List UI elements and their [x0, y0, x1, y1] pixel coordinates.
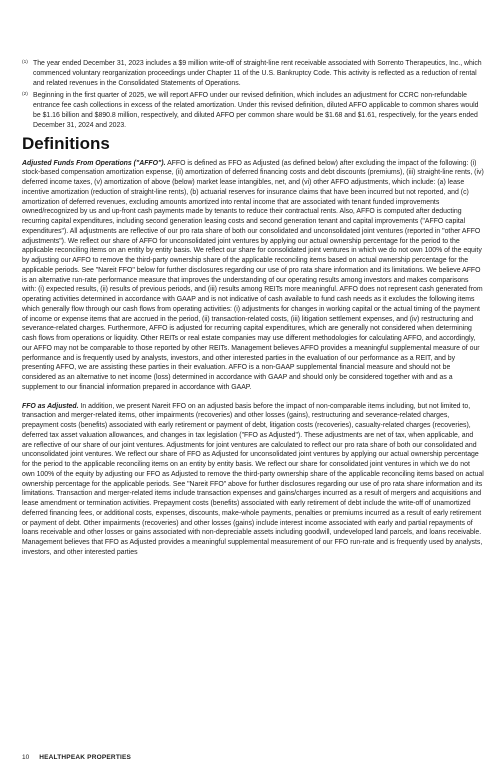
page-footer	[22, 754, 131, 761]
paragraph-text: AFFO is defined as FFO as Adjusted (as defined below) after excluding the impact of the following: (i) stock-based compensation amortization expense, (ii) amortization of deferred financing costs and debt discounts (premiums), (iii) straight-line rents, (iv) deferred income taxes, (v) amortization of above (below) market lease intangibles, net, and (vi) other AFFO adjustments, which include: (a) lease incentive amortization (reduction of straight-line rents), (b) actuarial reserves for insurance claims that have been incurred but not reported, and (c) amortization of deferred revenues, excluding amounts amortized into rental income that are associated with tenant funded improvements owned/recognized by us and up-front cash payments made by tenants to reduce their contractual rents. Also, AFFO is computed after deducting recurring capital expenditures, including second generation leasing costs and second generation tenant and capital improvements ("AFFO capital expenditures"). All adjustments are reflective of our pro rata share of both our consolidated and unconsolidated joint ventures (reported in "other AFFO adjustments"). We reflect our share of AFFO for unconsolidated joint ventures by applying our actual ownership percentage for the period to the applicable reconciling items on an entity by entity basis. We reflect our share for consolidated joint ventures in which we do not own 100% of the equity by adjusting our AFFO to remove the third-party ownership share of the applicable reconciling items based on actual ownership percentage for the applicable periods. See "Nareit FFO" below for further disclosures regarding our use of pro rata share information and its limitations. We believe AFFO is an alternative run-rate performance measure that improves the understanding of our operating results among investors and makes comparisons with: (i) expected results, (ii) results of previous periods, and (iii) results among REITs more meaningful. AFFO does not represent cash generated from operating activities determined in accordance with GAAP and is not indicative of cash available to fund cash needs as it excludes the following items which generally flow through our cash flows from operating activities: (i) adjustments for changes in working capital or the actual timing of the payment of income or expense items that are accrued in the period, (ii) transaction-related costs, (iii) litigation settlement expenses, and (iv) restructuring and severance-related charges. Furthermore, AFFO is adjusted for recurring capital expenditures, which are generally not considered when determining cash flows from operations or liquidity. Other REITs or real estate companies may use different methodologies for calculating AFFO, and accordingly, our AFFO may not be comparable to those reported by other REITs. Management believes AFFO provides a meaningful supplemental measure of our performance and is frequently used by analysts, investors, and other interested parties in the evaluation of our performance as a REIT, and by presenting AFFO, we are assisting these parties in their evaluation. AFFO is a non-GAAP supplemental financial measure and should not be considered as an alternative to net income (loss) determined in accordance with GAAP and should only be considered together with and as a supplement to our financial information prepared in accordance with GAAP.	[22, 159, 484, 391]
footnote-text: Beginning in the first quarter of 2025, we will report AFFO under our revised definition, which includes an adjustment for CCRC non-refundable entrance fee cash collections in excess of the related amortization. Under this revised definition, diluted AFFO applicable to common shares would be $1.16 billion and $890.8 million, respectively, and diluted AFFO per common share would be $1.68 and $1.61, respectively, for the years ended December 31, 2024 and 2023.	[33, 92, 479, 129]
section-heading: Definitions	[22, 133, 110, 153]
page-number: 10	[22, 754, 30, 761]
footnote-marker: (2)	[22, 92, 28, 98]
page-content	[22, 59, 484, 567]
company-name: HEALTHPEAK PROPERTIES	[39, 754, 132, 761]
ffo-as-adjusted-paragraph	[22, 402, 484, 558]
paragraph-lead: FFO as Adjusted.	[22, 402, 79, 410]
paragraph-text: In addition, we present Nareit FFO on an adjusted basis before the impact of non-comparable items including, but not limited to, transaction and merger-related items, other impairments (recoveries) and other losses (gains), restructuring and severance-related charges, prepayment costs (benefits) associated with early retirement or payment of debt, litigation costs (recoveries), casualty-related charges (recoveries), deferred tax asset valuation allowances, and changes in tax legislation ("FFO as Adjusted"). These adjustments are net of tax, when applicable, and are reflective of our share of our joint ventures. Adjustments for joint ventures are calculated to reflect our pro rata share of both our consolidated and unconsolidated joint ventures. We reflect our share of FFO as Adjusted for unconsolidated joint ventures by applying our actual ownership percentage for the period to the applicable reconciling items on an entity by entity basis. We reflect our share for consolidated joint ventures in which we do not own 100% of the equity by adjusting our FFO as Adjusted to remove the third-party ownership share of the applicable reconciling items based on actual ownership percentage for the applicable periods. See "Nareit FFO" above for further disclosures regarding our use of pro rata share information and its limitations. Transaction and merger-related items include transaction expenses and gains/charges incurred as a result of mergers and acquisitions and lease amendment or termination activities. Prepayment costs (benefits) associated with early retirement of debt include the write-off of unamortized deferred financing fees, or additional costs, expenses, discounts, make-whole payments, penalties or premiums incurred as a result of early retirement or payment of debt. Other impairments (recoveries) and other losses (gains) include interest income associated with early and partial repayments of loans receivable and other losses or gains associated with non-depreciable assets including goodwill, undeveloped land parcels, and loans receivable. Management believes that FFO as Adjusted provides a meaningful supplemental measurement of our FFO run-rate and is frequently used by analysts, investors, and other interested parties	[22, 402, 484, 556]
paragraph-lead: Adjusted Funds From Operations ("AFFO").	[22, 159, 166, 167]
footnote-1	[22, 59, 484, 88]
footnote-marker: (1)	[22, 60, 28, 65]
footnote-2	[22, 91, 484, 130]
footnote-text: The year ended December 31, 2023 includes a $9 million write-off of straight-line rent receivable associated with Sorrento Therapeutics, Inc., which commenced voluntary reorganization proceedings under Chapter 11 of the U.S. Bankruptcy Code. This activity is reflected as a reduction of rental and related revenues in the Consolidated Statements of Operations.	[33, 60, 482, 87]
affo-definition-paragraph	[22, 159, 484, 393]
